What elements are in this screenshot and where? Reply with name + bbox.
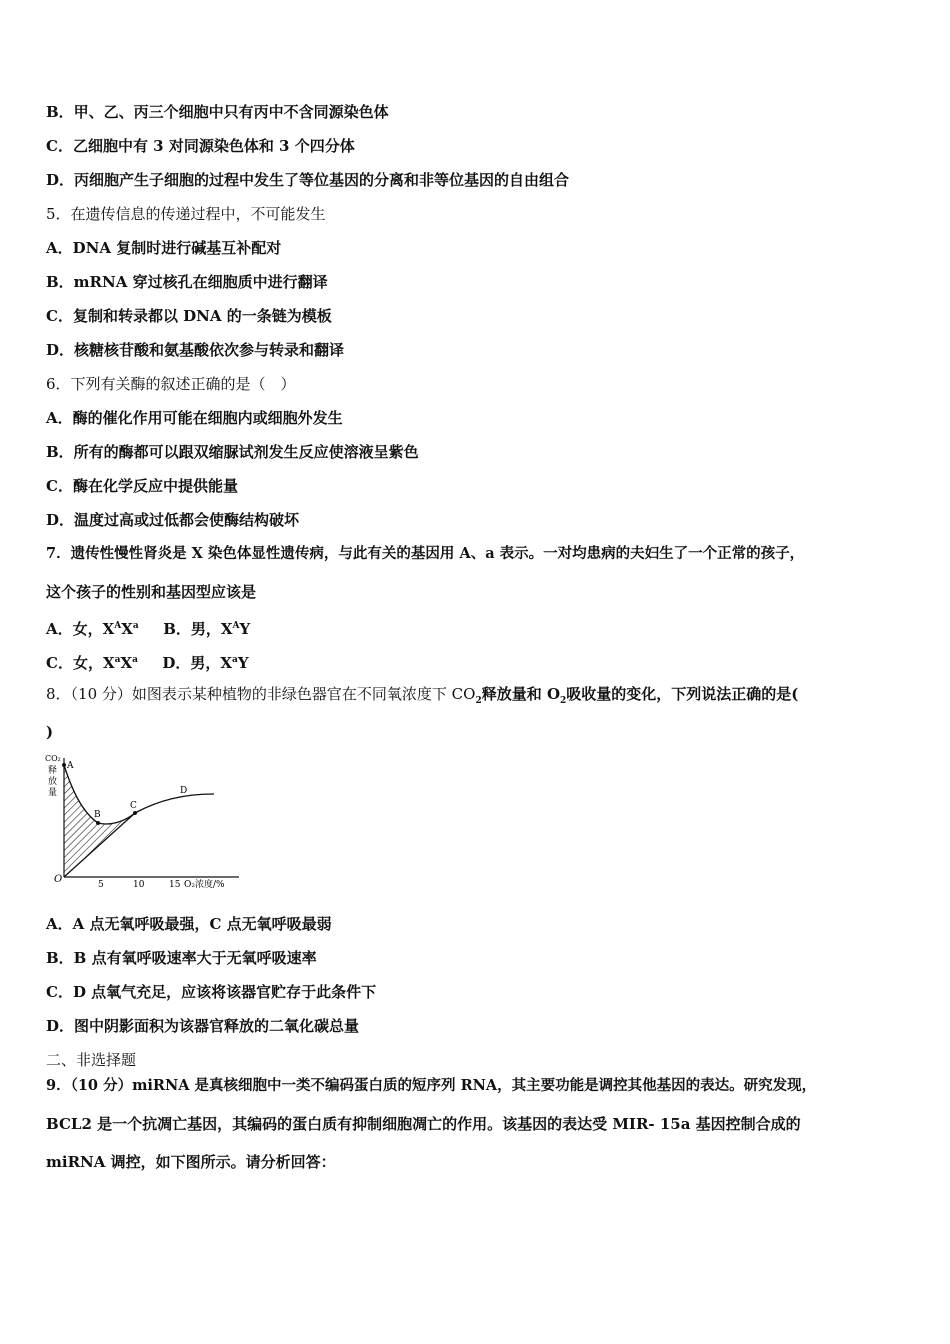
respiration-figure [44,750,244,895]
q9-line2: BCL2 是一个抗凋亡基因，其编码的蛋白质有抑制细胞凋亡的作用。该基因的表达受 MIR- 15a 基因控制合成的 [46,1115,801,1133]
y-label-1: 释 [48,766,58,776]
y-label-2: 放 [48,777,58,787]
q5-stem: 5．在遗传信息的传递过程中，不可能发生 [46,205,326,223]
q6-option-d: D．温度过高或过低都会使酶结构破坏 [46,511,300,529]
q5-option-c: C．复制和转录都以 DNA 的一条链为模板 [46,307,332,325]
x-tick-10: 10 [133,880,145,890]
q7-options-ab [46,616,250,639]
q4-option-b: B．甲、乙、丙三个细胞中只有丙中不含同源染色体 [46,103,389,121]
q6-option-c: C．酶在化学反应中提供能量 [46,477,238,495]
q8-stem: 8．（10 分）如图表示某种植物的非绿色器官在不同氧浓度下 $CO_2$释放量和 $O_2$吸收量的变化，下列说法正确的是( [46,685,799,706]
x-axis-label: O₂浓度/% [184,880,225,890]
q7-stem-line1: 7．遗传性慢性肾炎是 X 染色体显性遗传病，与此有关的基因用 A、a 表示。一对均患病的夫妇生了一个正常的孩子， [46,545,805,562]
q5-option-b: B．mRNA 穿过核孔在细胞质中进行翻译 [46,273,328,291]
point-d-label: D [180,786,188,796]
q8-option-c: C．D 点氧气充足，应该将该器官贮存于此条件下 [46,983,377,1001]
y-label-0: CO₂ [45,754,61,763]
q7-option-b: B．男，$X^AY$ [163,620,251,638]
x-tick-15: 15 [169,880,181,890]
point-c-dot [133,811,137,815]
x-tick-5: 5 [98,880,104,890]
q8-option-b: B．B 点有氧呼吸速率大于无氧呼吸速率 [46,949,317,967]
y-label-3: 量 [48,788,58,798]
q7-option-c: C．女，$X^aX^a$ [46,654,138,672]
q8-option-d: D．图中阴影面积为该器官释放的二氧化碳总量 [46,1017,360,1035]
q9-line1: 9．（10 分）miRNA 是真核细胞中一类不编码蛋白质的短序列 RNA，其主要功能是调控其他基因的表达。研究发现， [46,1077,817,1094]
q8-option-a: A．A 点无氧呼吸最强，C 点无氧呼吸最弱 [46,915,332,933]
section-title: 二、非选择题 [46,1051,137,1069]
origin-label: O [54,874,63,885]
point-a-label: A [67,761,74,771]
q8-stem-line2: ) [46,723,54,741]
point-b-dot [96,821,100,825]
q7-option-a: A．女，$X^AX^a$ [46,620,139,638]
q7-options-cd [46,650,249,673]
q6-option-a: A．酶的催化作用可能在细胞内或细胞外发生 [46,409,343,427]
point-c-label: C [130,801,137,811]
point-a-dot [62,763,66,767]
q4-option-d: D．丙细胞产生子细胞的过程中发生了等位基因的分离和非等位基因的自由组合 [46,171,570,189]
q6-option-b: B．所有的酶都可以跟双缩脲试剂发生反应使溶液呈紫色 [46,443,419,461]
q7-stem-line2: 这个孩子的性别和基因型应该是 [46,583,257,601]
shaded-area [64,765,135,877]
q4-option-c: C．乙细胞中有 3 对同源染色体和 3 个四分体 [46,137,355,155]
q7-option-d: D．男，$X^aY$ [162,654,249,672]
q5-option-a: A．DNA 复制时进行碱基互补配对 [46,239,282,257]
q5-option-d: D．核糖核苷酸和氨基酸依次参与转录和翻译 [46,341,345,359]
q6-stem: 6．下列有关酶的叙述正确的是（ ） [46,375,296,393]
q9-line3: miRNA 调控，如下图所示。请分析回答： [46,1153,336,1171]
point-b-label: B [94,810,101,820]
